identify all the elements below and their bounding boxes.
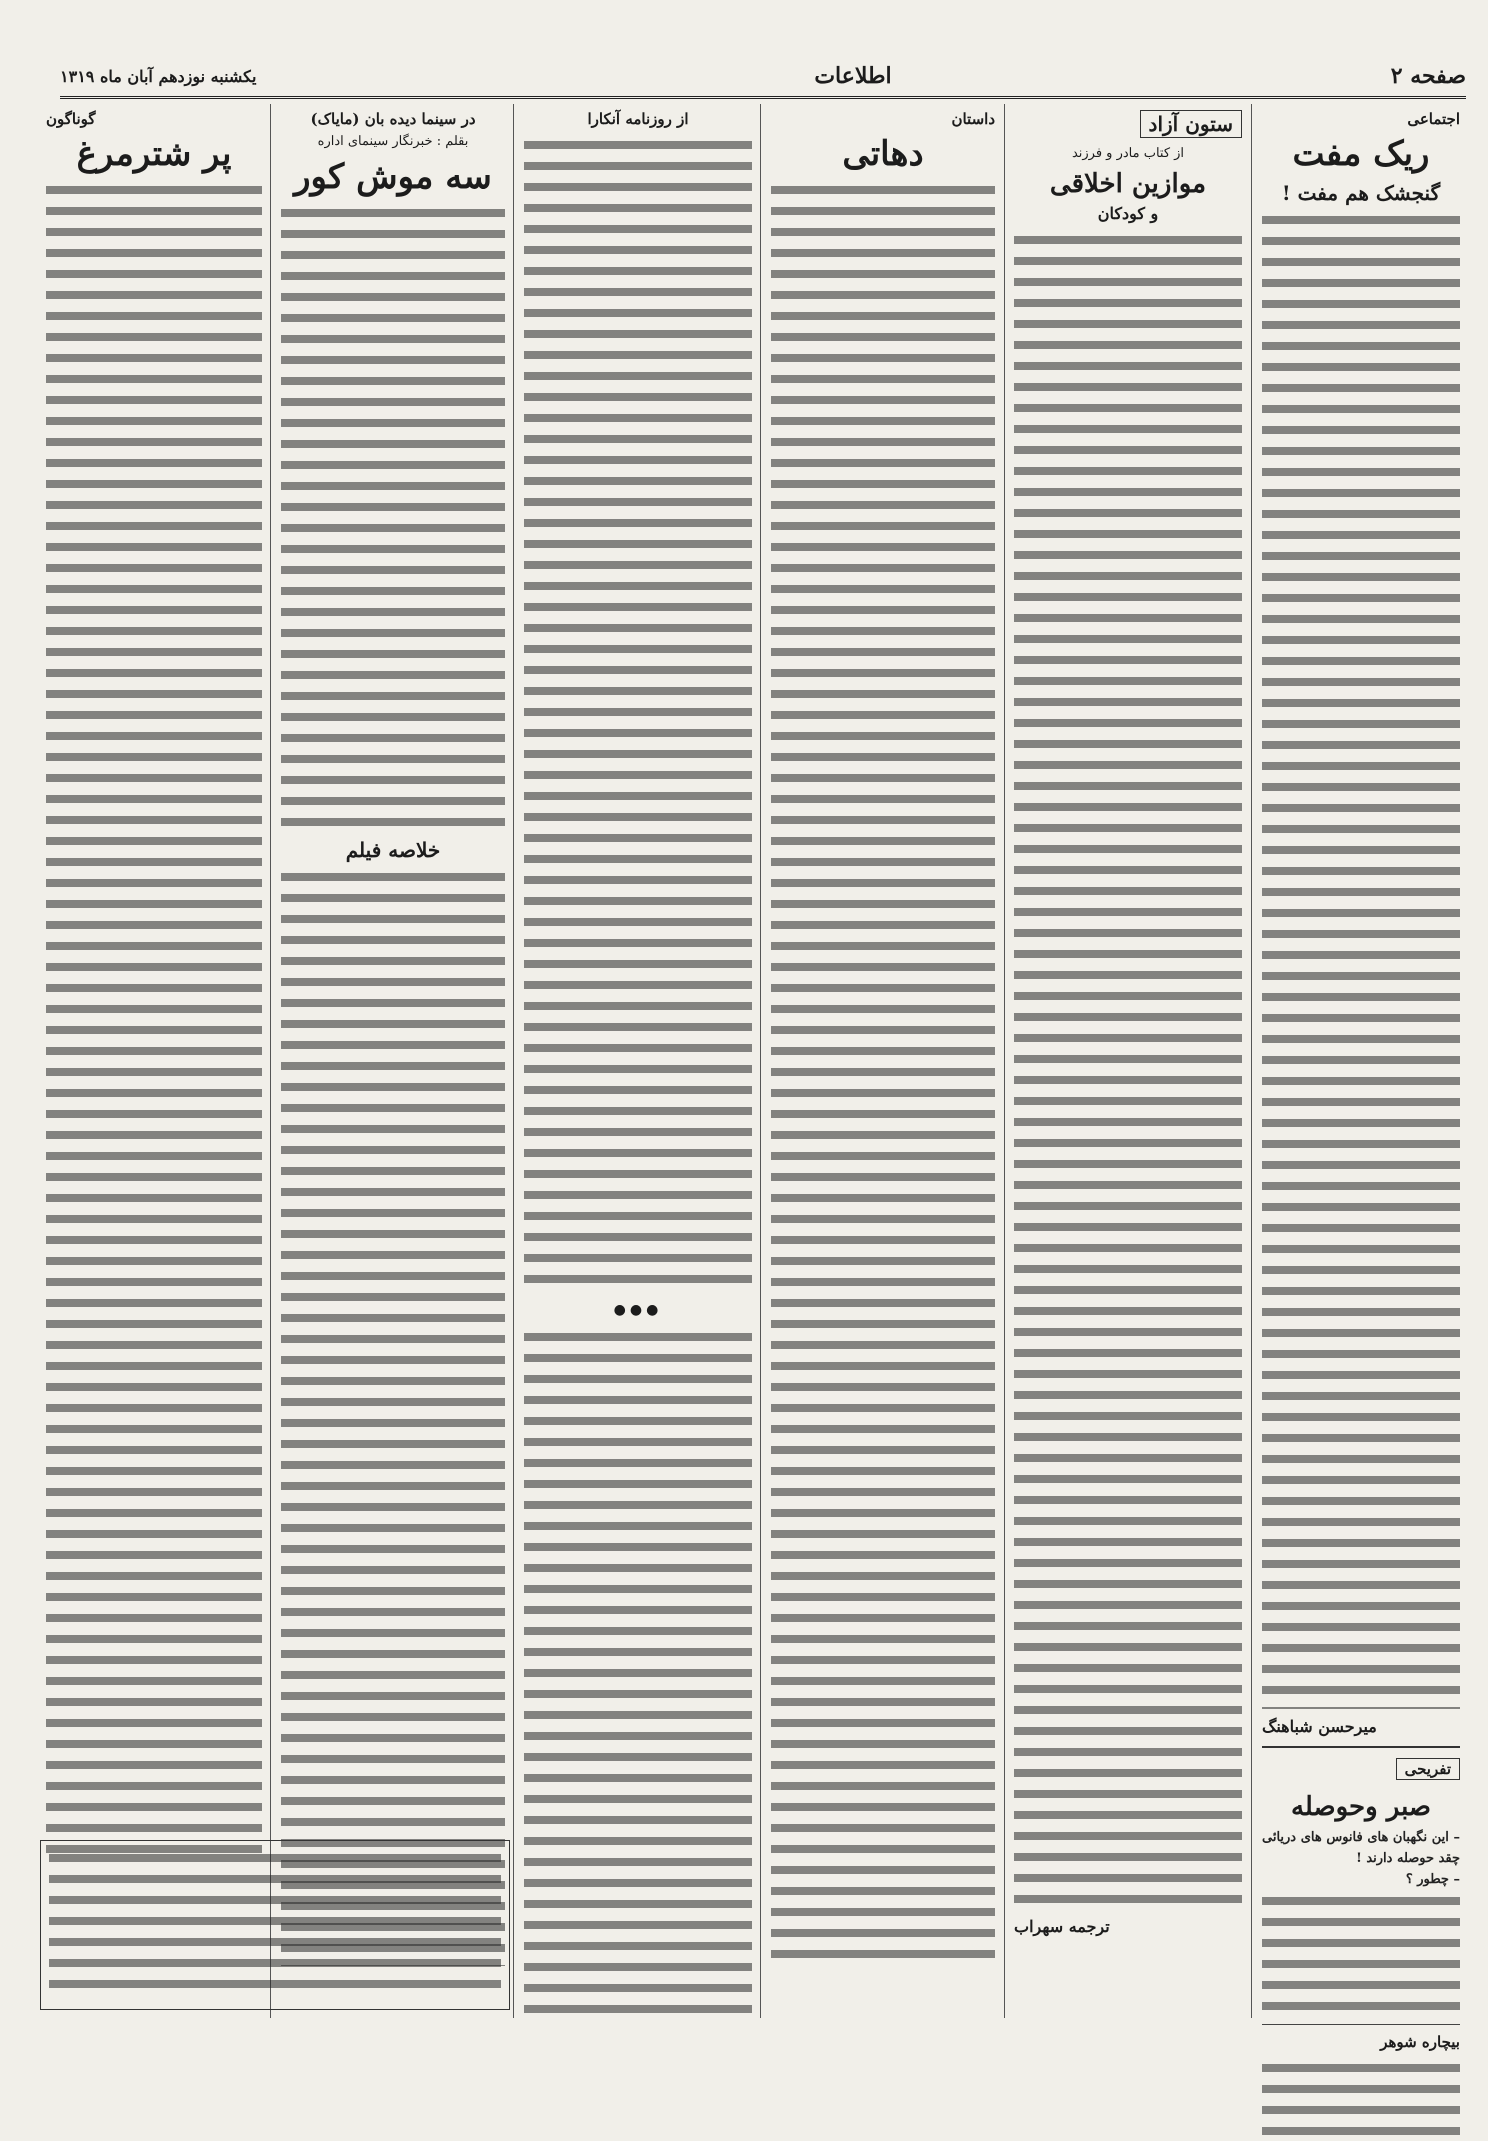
column-miscellany — [40, 104, 268, 2026]
article-title: سه موش کور — [294, 157, 492, 197]
article-body — [1014, 229, 1242, 1909]
section-heading: خلاصه فیلم — [345, 837, 441, 862]
article-body — [524, 134, 752, 1294]
article-byline: بقلم : خبرنگار سینمای اداره — [317, 134, 469, 149]
article-body — [771, 179, 995, 1959]
column-ankara — [518, 104, 758, 2026]
article-title: دهاتی — [842, 134, 924, 174]
article-body — [281, 202, 505, 832]
divider-stars: ●●● — [613, 1302, 663, 1318]
column-rule — [760, 104, 761, 2018]
column-rule — [513, 104, 514, 2018]
article-title: صبر وحوصله — [1290, 1791, 1431, 1822]
column-social — [1256, 104, 1466, 2051]
article-title: موازین اخلاقی — [1049, 169, 1207, 199]
issue-date: یکشنبه نوزدهم آبان ماه ۱۳۱۹ — [60, 66, 257, 86]
article-title: ریک مفت — [1292, 134, 1430, 174]
section-kicker: اجتماعی — [1407, 110, 1460, 128]
section-kicker: از روزنامه آنکارا — [587, 110, 689, 128]
boxed-notice — [40, 1840, 510, 2010]
article-body — [46, 179, 262, 1859]
article-body — [1262, 209, 1460, 1709]
article-subtitle: گنجشک هم مفت ! — [1281, 180, 1441, 205]
section-kicker: بیچاره شوهر — [1380, 2032, 1460, 2051]
column-cinema — [275, 104, 511, 2026]
article-body — [281, 866, 505, 1966]
article-subtitle: و کودکان — [1097, 204, 1159, 224]
article-body — [1262, 1890, 1460, 2016]
column-rule — [270, 104, 271, 2018]
article-lead: – چطور ؟ — [1405, 1871, 1460, 1887]
section-kicker: در سینما دیده بان (مایاک) — [310, 110, 476, 128]
article-body — [1262, 2057, 1460, 2141]
masthead — [60, 56, 1466, 99]
column-rule — [1004, 104, 1005, 2018]
page-number: صفحه ۲ — [1390, 63, 1466, 89]
column-rule — [1251, 104, 1252, 2018]
author-signoff: میرحسن شباهنگ — [1262, 1716, 1377, 1736]
section-kicker: ستون آزاد — [1140, 110, 1242, 138]
article-lead: – این نگهبان های فانوس های دریائی چقد حوصله دارند ! — [1262, 1829, 1460, 1866]
section-divider — [1262, 2024, 1460, 2025]
notice-body — [49, 1847, 501, 1997]
newspaper-name: اطلاعات — [814, 63, 892, 89]
article-source: از کتاب مادر و فرزند — [1071, 146, 1185, 161]
section-kicker: داستان — [951, 110, 995, 128]
article-title: پر شترمرغ — [76, 134, 232, 174]
section-divider — [1262, 1746, 1460, 1748]
section-kicker: تفریحی — [1396, 1758, 1460, 1780]
article-body — [524, 1326, 752, 2016]
section-kicker: گوناگون — [46, 110, 96, 128]
column-free — [1008, 104, 1248, 2026]
translator-signoff: ترجمه سهراب — [1014, 1917, 1110, 1937]
column-story — [765, 104, 1001, 2026]
